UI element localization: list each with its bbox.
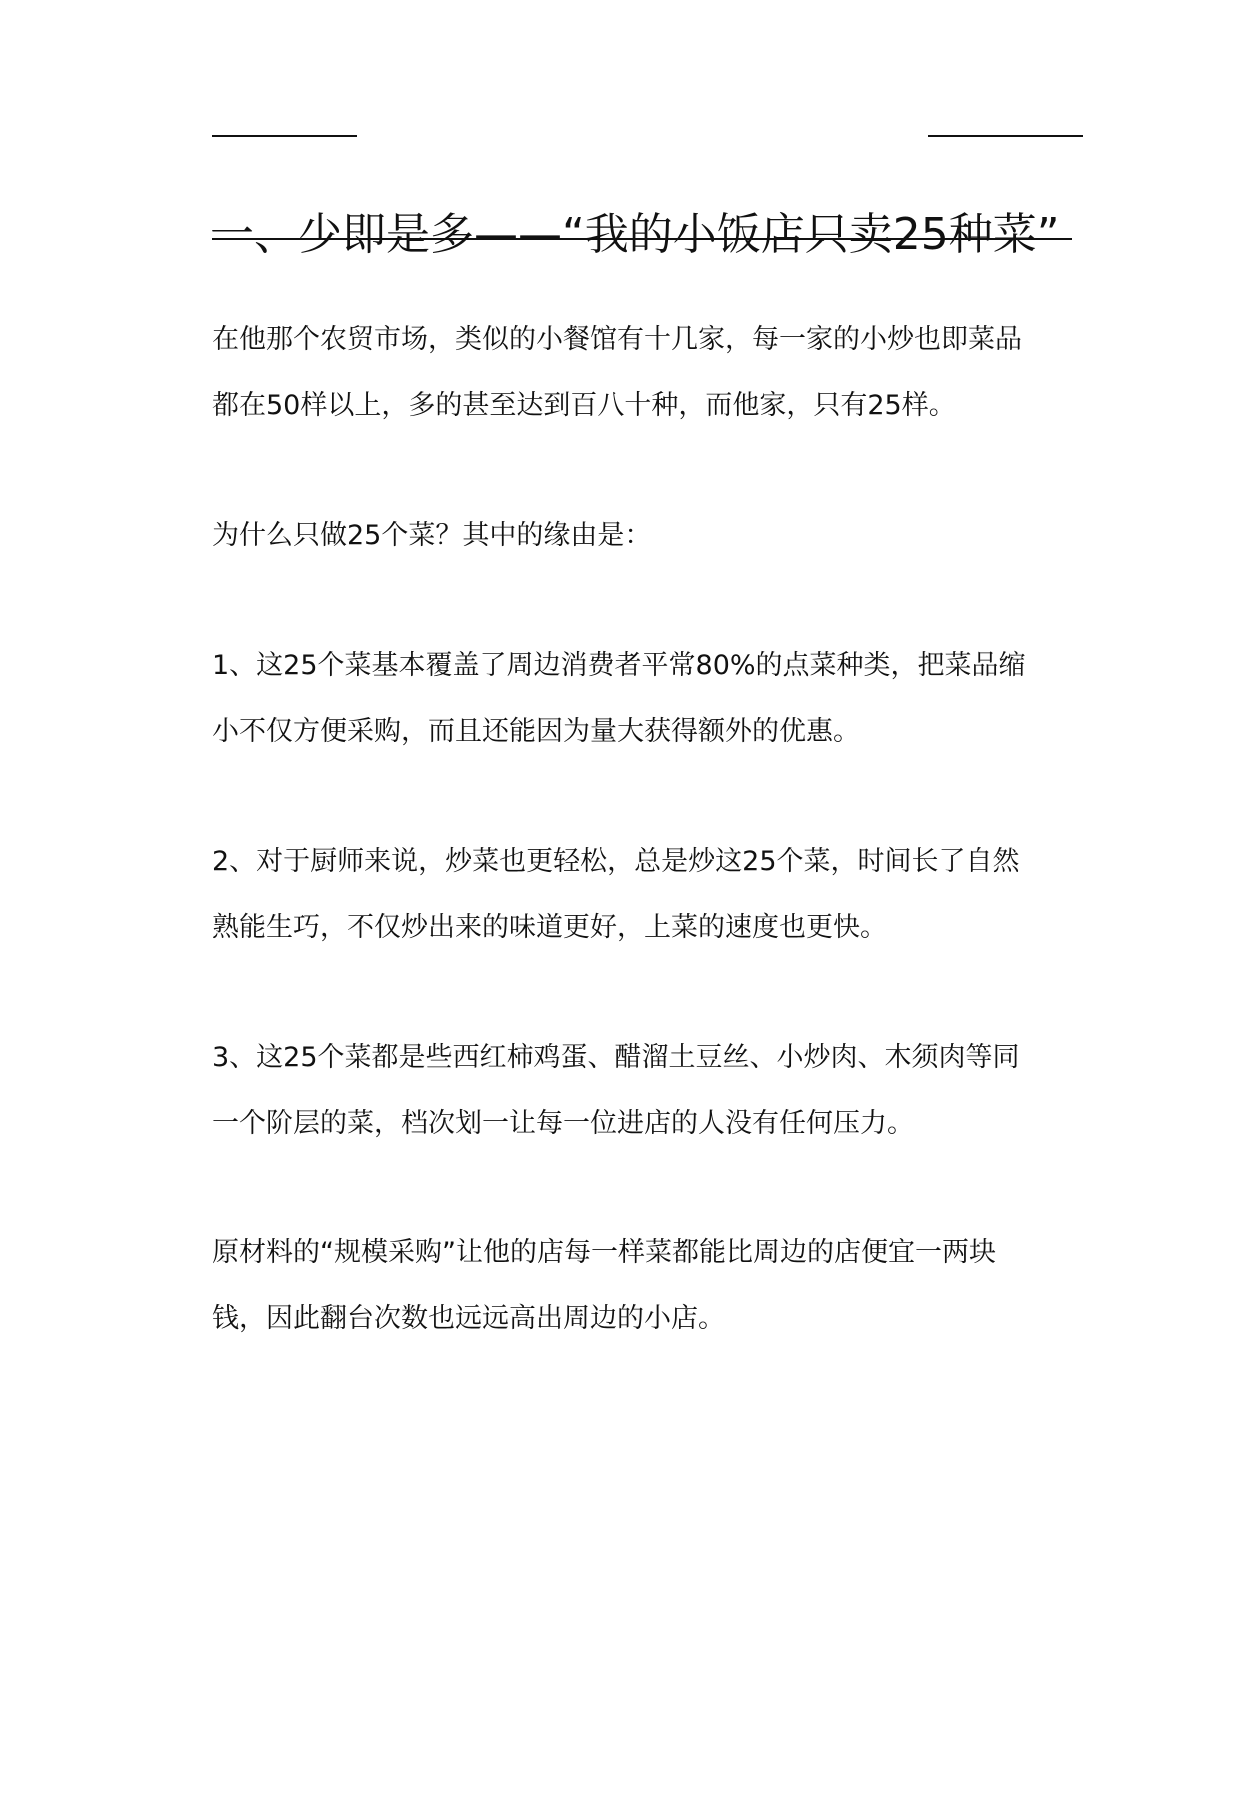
document-title: 一、少即是多——“我的小饭店只卖25种菜” <box>210 209 1060 261</box>
paragraph-line: 3、这25个菜都是些西红柿鸡蛋、醋溜土豆丝、小炒肉、木须肉等同 <box>212 1042 1020 1073</box>
paragraph-line: 在他那个农贸市场，类似的小餐馆有十几家，每一家的小炒也即菜品 <box>212 324 1022 355</box>
paragraph-line: 钱，因此翻台次数也远远高出周边的小店。 <box>212 1303 725 1334</box>
paragraph-line: 小不仅方便采购，而且还能因为量大获得额外的优惠。 <box>212 716 860 747</box>
paragraph-question <box>212 503 1092 569</box>
paragraph-conclusion <box>212 1220 1092 1352</box>
paragraph-line: 熟能生巧，不仅炒出来的味道更好，上菜的速度也更快。 <box>212 912 887 943</box>
paragraph-reason-2 <box>212 829 1092 961</box>
header-rule-right <box>928 135 1083 137</box>
title-underline <box>212 238 1072 240</box>
paragraph-line: 1、这25个菜基本覆盖了周边消费者平常80%的点菜种类，把菜品缩 <box>212 650 1026 681</box>
paragraph-reason-3 <box>212 1025 1092 1157</box>
paragraph-line: 原材料的“规模采购”让他的店每一样菜都能比周边的店便宜一两块 <box>212 1237 996 1268</box>
paragraph-reason-1 <box>212 633 1092 765</box>
paragraph-line: 2、对于厨师来说，炒菜也更轻松，总是炒这25个菜，时间长了自然 <box>212 846 1020 877</box>
paragraph-line: 都在50样以上，多的甚至达到百八十种，而他家，只有25样。 <box>212 390 956 421</box>
header-rule-left <box>212 135 357 137</box>
paragraph-line: 一个阶层的菜，档次划一让每一位进店的人没有任何压力。 <box>212 1108 914 1139</box>
paragraph-intro <box>212 307 1092 439</box>
paragraph-line: 为什么只做25个菜？其中的缘由是： <box>212 520 652 551</box>
